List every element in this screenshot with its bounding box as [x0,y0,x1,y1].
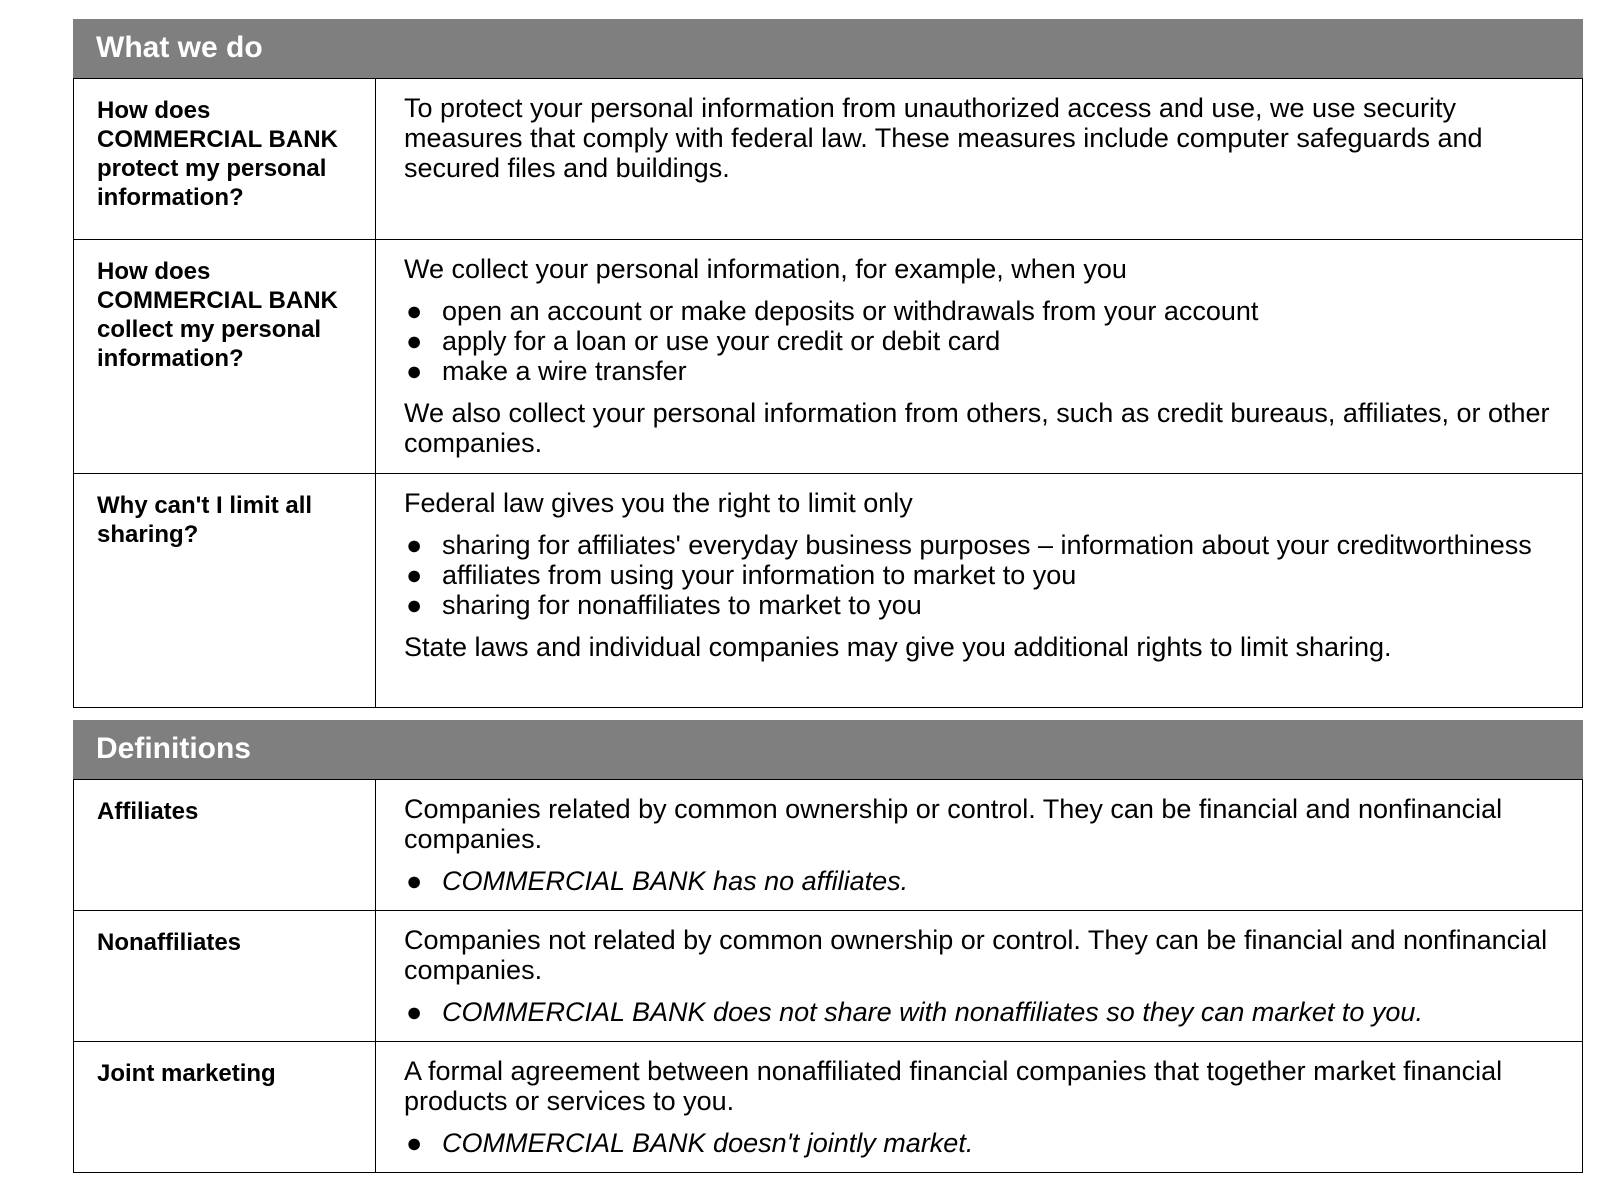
list-item: ● COMMERCIAL BANK doesn't jointly market. [406,1128,974,1158]
bullet-icon: ● [406,296,423,326]
affiliates-note-list [404,866,1576,896]
question-protect: How does COMMERCIAL BANK protect my personal information? [74,79,376,240]
definitions-table [73,779,1583,1173]
list-item: ● make a wire transfer [406,356,687,386]
list-item: ● COMMERCIAL BANK does not share with nonaffiliates so they can market to you. [406,997,1423,1027]
answer-collect [376,240,1583,474]
bullet-icon: ● [406,530,423,560]
answer-protect [376,79,1583,240]
answer-collect-intro: We collect your personal information, for example, when you [404,254,1127,284]
bullet-icon: ● [406,590,423,620]
definition-joint-marketing-text: A formal agreement between nonaffiliated financial companies that together market financial products or services to you. [404,1056,1503,1116]
table-row-joint-marketing [74,1042,1583,1173]
list-item: ● open an account or make deposits or withdrawals from your account [406,296,1259,326]
bullet-icon: ● [406,1128,423,1158]
limit-bullet-list [404,530,1576,620]
bullet-icon: ● [406,326,423,356]
joint-marketing-note-list [404,1128,1576,1158]
question-limit: Why can't I limit all sharing? [74,474,376,708]
list-item: ● apply for a loan or use your credit or debit card [406,326,1001,356]
definition-affiliates [376,780,1583,911]
question-collect: How does COMMERCIAL BANK collect my personal information? [74,240,376,474]
table-row-limit [74,474,1583,708]
list-item: ● sharing for affiliates' everyday business purposes – information about your creditworthiness [406,530,1532,560]
what-we-do-header: What we do [73,19,1583,78]
bullet-icon: ● [406,997,423,1027]
bullet-icon: ● [406,866,423,896]
what-we-do-table [73,78,1583,708]
term-affiliates: Affiliates [74,780,376,911]
definition-joint-marketing [376,1042,1583,1173]
answer-protect-text: To protect your personal information from unauthorized access and use, we use security measures that comply with federal law. These measures include computer safeguards and secured files and buildings. [404,93,1483,183]
nonaffiliates-note-list [404,997,1576,1027]
table-row-affiliates [74,780,1583,911]
definition-affiliates-text: Companies related by common ownership or control. They can be financial and nonfinancial companies. [404,794,1503,854]
bullet-icon: ● [406,356,423,386]
collect-bullet-list [404,296,1576,386]
list-item: ● affiliates from using your information to market to you [406,560,1077,590]
definition-nonaffiliates [376,911,1583,1042]
list-item: ● COMMERCIAL BANK has no affiliates. [406,866,909,896]
list-item: ● sharing for nonaffiliates to market to you [406,590,922,620]
what-we-do-section [73,19,1583,708]
answer-limit-outro: State laws and individual companies may give you additional rights to limit sharing. [404,632,1392,662]
term-joint-marketing: Joint marketing [74,1042,376,1173]
term-nonaffiliates: Nonaffiliates [74,911,376,1042]
answer-collect-outro: We also collect your personal information from others, such as credit bureaus, affiliates, or other companies. [404,398,1550,458]
definition-nonaffiliates-text: Companies not related by common ownership or control. They can be financial and nonfinancial companies. [404,925,1548,985]
bullet-icon: ● [406,560,423,590]
answer-limit-intro: Federal law gives you the right to limit only [404,488,913,518]
answer-limit [376,474,1583,708]
table-row-protect [74,79,1583,240]
definitions-header: Definitions [73,720,1583,779]
table-row-nonaffiliates [74,911,1583,1042]
definitions-section [73,720,1583,1173]
table-row-collect [74,240,1583,474]
